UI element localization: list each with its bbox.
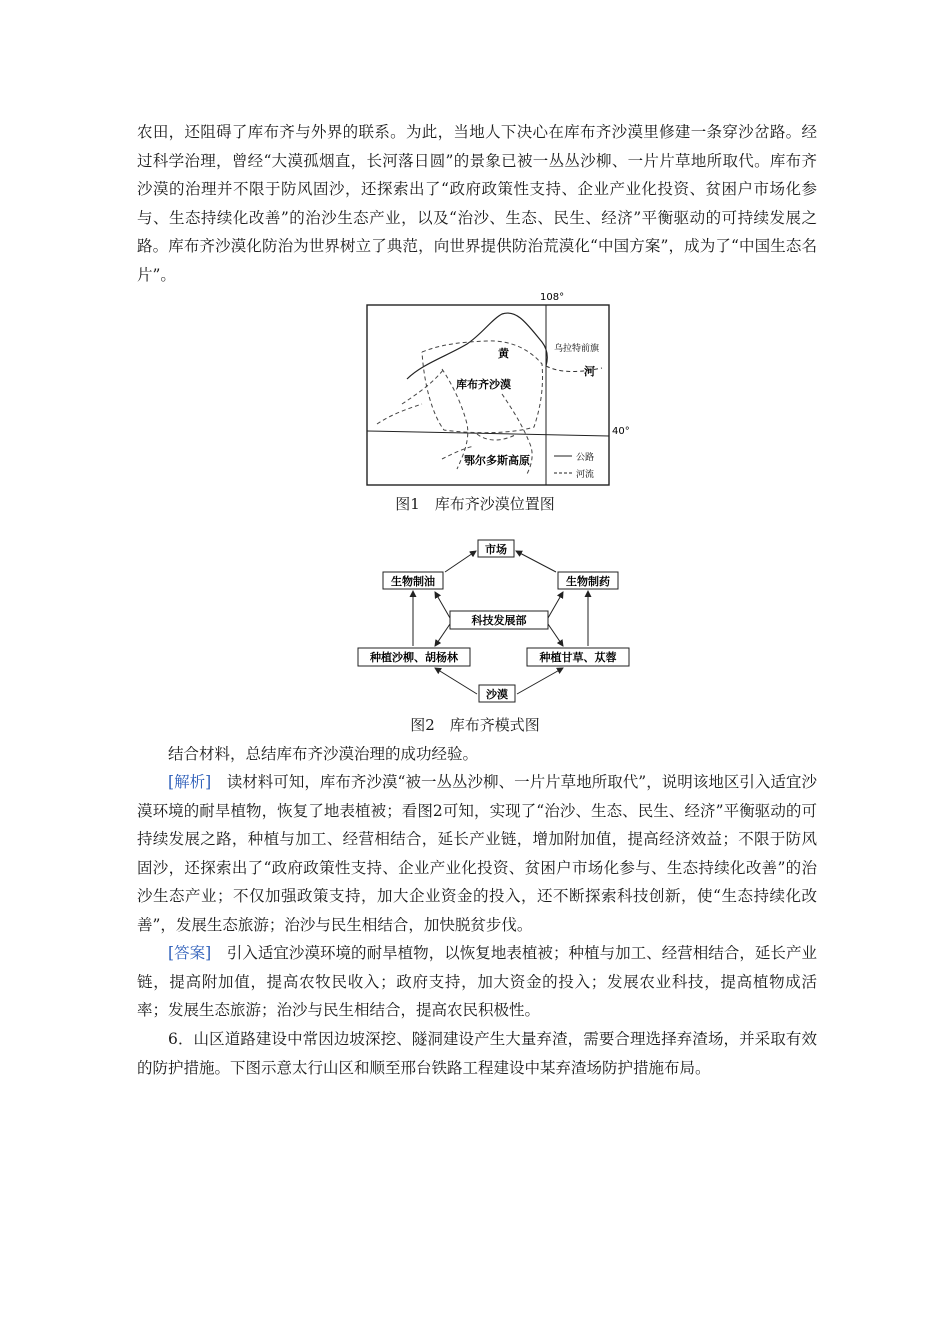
box-market: 市场 bbox=[485, 543, 507, 556]
box-tech-dept: 科技发展部 bbox=[471, 614, 527, 627]
answer-text: 引入适宜沙漠环境的耐旱植物，以恢复地表植被；种植与加工、经营相结合，延长产业链，提高附加值，提高农牧民收入；政府支持，加大资金的投入；发展农业科技，提高植物成活率；发展生态旅游；治沙与民生相结合，提高农民积极性。 bbox=[137, 944, 817, 1020]
box-plant-right: 种植甘草、苁蓉 bbox=[539, 651, 617, 664]
legend-road: 公路 bbox=[576, 453, 595, 463]
figure2-caption: 图2 库布齐模式图 bbox=[410, 716, 540, 734]
figure1-caption: 图1 库布齐沙漠位置图 bbox=[395, 495, 555, 513]
answer-paragraph bbox=[137, 939, 817, 1025]
place-wulate: 乌拉特前旗 bbox=[554, 344, 600, 354]
box-bio-oil: 生物制油 bbox=[391, 575, 435, 588]
question-text: 结合材料，总结库布齐沙漠治理的成功经验。 bbox=[168, 745, 479, 763]
box-plant-left: 种植沙柳、胡杨林 bbox=[370, 651, 458, 664]
river-char-he: 河 bbox=[584, 365, 595, 378]
answer-tag: [答案] bbox=[168, 944, 212, 962]
question6-text: 6．山区道路建设中常因边坡深挖、隧洞建设产生大量弃渣，需要合理选择弃渣场，并采取有效的防护措施。下图示意太行山区和顺至邢台铁路工程建设中某弃渣场防护措施布局。 bbox=[137, 1030, 817, 1077]
box-desert: 沙漠 bbox=[486, 688, 508, 701]
analysis-tag: [解析] bbox=[168, 773, 212, 791]
river-char-huang: 黄 bbox=[498, 347, 509, 360]
legend-river: 河流 bbox=[576, 470, 595, 480]
box-bio-pharma: 生物制药 bbox=[566, 575, 610, 588]
desert-label: 库布齐沙漠 bbox=[456, 378, 511, 391]
longitude-label: 108° bbox=[540, 292, 565, 303]
figure2-model-diagram bbox=[355, 534, 635, 709]
intro-paragraph: 农田，还阻碍了库布齐与外界的联系。为此，当地人下决心在库布齐沙漠里修建一条穿沙岔路。经过科学治理，曾经“大漠孤烟直，长河落日圆”的景象已被一丛丛沙柳、一片片草地所取代。库布齐沙漠的治理并不限于防风固沙，还探索出了“政府政策性支持、企业产业化投资、贫困户市场化参与、生态持续化改善”的治沙生态产业，以及“治沙、生态、民生、经济”平衡驱动的可持续发展之路。库布齐沙漠化防治为世界树立了典范，向世界提供防治荒漠化“中国方案”，成为了“中国生态名片”。 bbox=[137, 123, 817, 284]
analysis-text: 读材料可知，库布齐沙漠“被一丛丛沙柳、一片片草地所取代”，说明该地区引入适宜沙漠环境的耐旱植物，恢复了地表植被；看图2可知，实现了“治沙、生态、民生、经济”平衡驱动的可持续发展之路，种植与加工、经营相结合，延长产业链，增加附加值，提高经济效益；不限于防风固沙，还探索出了“政府政策性支持、企业产业化投资、贫困户市场化参与、生态持续化改善”的治沙生态产业；不仅加强政策支持，加大企业资金的投入，还不断探索科技创新，使“生态持续化改善”，发展生态旅游；治沙与民生相结合，加快脱贫步伐。 bbox=[137, 773, 817, 934]
figure1-location-map bbox=[352, 284, 642, 494]
plateau-label: 鄂尔多斯高原 bbox=[464, 454, 530, 467]
analysis-paragraph bbox=[137, 768, 817, 940]
latitude-label: 40° bbox=[612, 426, 630, 437]
